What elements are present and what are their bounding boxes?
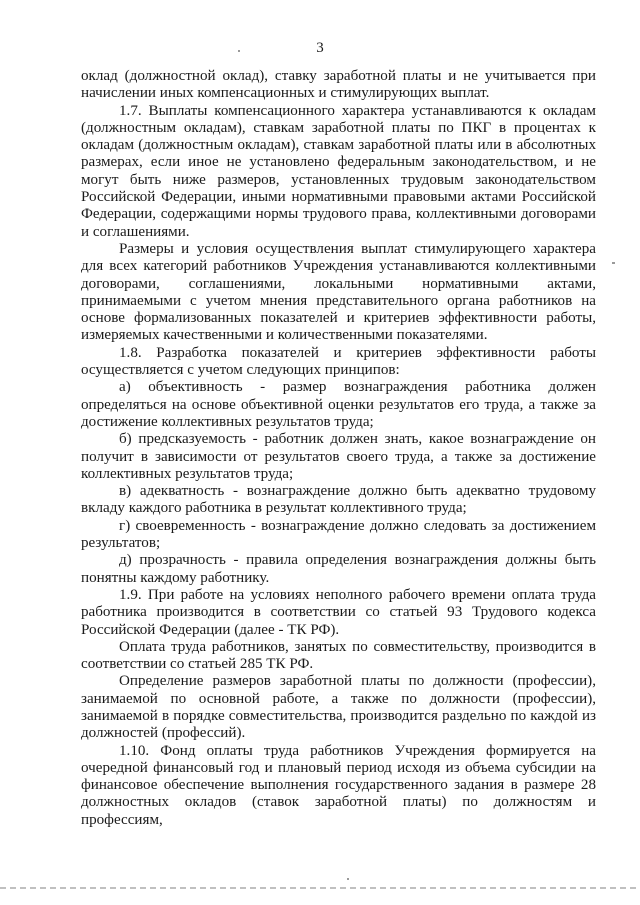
paragraph: б) предсказуемость - работник должен знать, какое вознаграждение он получит в зависимости от результатов своего труда, а также за достижение коллективных результатов труда; [81, 431, 596, 482]
scan-bottom-edge [0, 887, 640, 889]
paragraph: г) своевременность - вознаграждение должно следовать за достижением результатов; [81, 517, 596, 552]
scan-speck [238, 50, 240, 52]
page-number: 3 [316, 40, 324, 56]
paragraph: 1.9. При работе на условиях неполного рабочего времени оплата труда работника производится в соответствии со статьей 93 Трудового кодекса Российской Федерации (далее - ТК РФ). [81, 586, 596, 638]
scan-speck [612, 262, 615, 264]
scan-speck [347, 878, 349, 880]
paragraph: Определение размеров заработной платы по должности (профессии), занимаемой по основной работе, а также по должности (профессии), занимаемой в порядке совместительства, производится раздельно по каждой из должностей (профессий). [81, 673, 596, 742]
paragraph: Размеры и условия осуществления выплат стимулирующего характера для всех категорий работников Учреждения устанавливаются коллективными договорами, соглашениями, локальными нормативными актами, принимаемыми с учетом мнения представительного органа работников на основе формализованных показателей и критериев эффективности работы, измеряемых качественными и количественными показателями. [81, 240, 596, 344]
paragraph: а) объективность - размер вознаграждения работника должен определяться на основе объективной оценки результатов его труда, а также за достижение коллективных результатов труда; [81, 379, 596, 430]
paragraph: 1.10. Фонд оплаты труда работников Учреждения формируется на очередной финансовый год и плановый период исходя из объема субсидии на финансовое обеспечение выполнения государственного задания в размере 28 должностных окладов (ставок заработной платы) по должностям и профессиям, [81, 742, 596, 828]
paragraph: Оплата труда работников, занятых по совместительству, производится в соответствии со статьей 285 ТК РФ. [81, 638, 596, 673]
paragraph: д) прозрачность - правила определения вознаграждения должны быть понятны каждому работнику. [81, 552, 596, 586]
paragraph: 1.8. Разработка показателей и критериев эффективности работы осуществляется с учетом следующих принципов: [81, 344, 596, 379]
paragraph: 1.7. Выплаты компенсационного характера устанавливаются к окладам (должностным окладам), ставкам заработной платы по ПКГ в процентах к окладам (должностным окладам), ставкам заработной платы или в абсолютных размерах, если иное не установлено федеральным законодательством, и не могут быть ниже размеров, установленных трудовым законодательством Российской Федерации, иными нормативными правовыми актами Российской Федерации, содержащими нормы трудового права, коллективными договорами и соглашениями. [81, 102, 596, 240]
paragraph: в) адекватность - вознаграждение должно быть адекватно трудовому вкладу каждого работника в результат коллективного труда; [81, 483, 596, 517]
document-body [81, 68, 596, 829]
paragraph: оклад (должностной оклад), ставку заработной платы и не учитывается при начислении иных компенсационных и стимулирующих выплат. [81, 68, 596, 102]
